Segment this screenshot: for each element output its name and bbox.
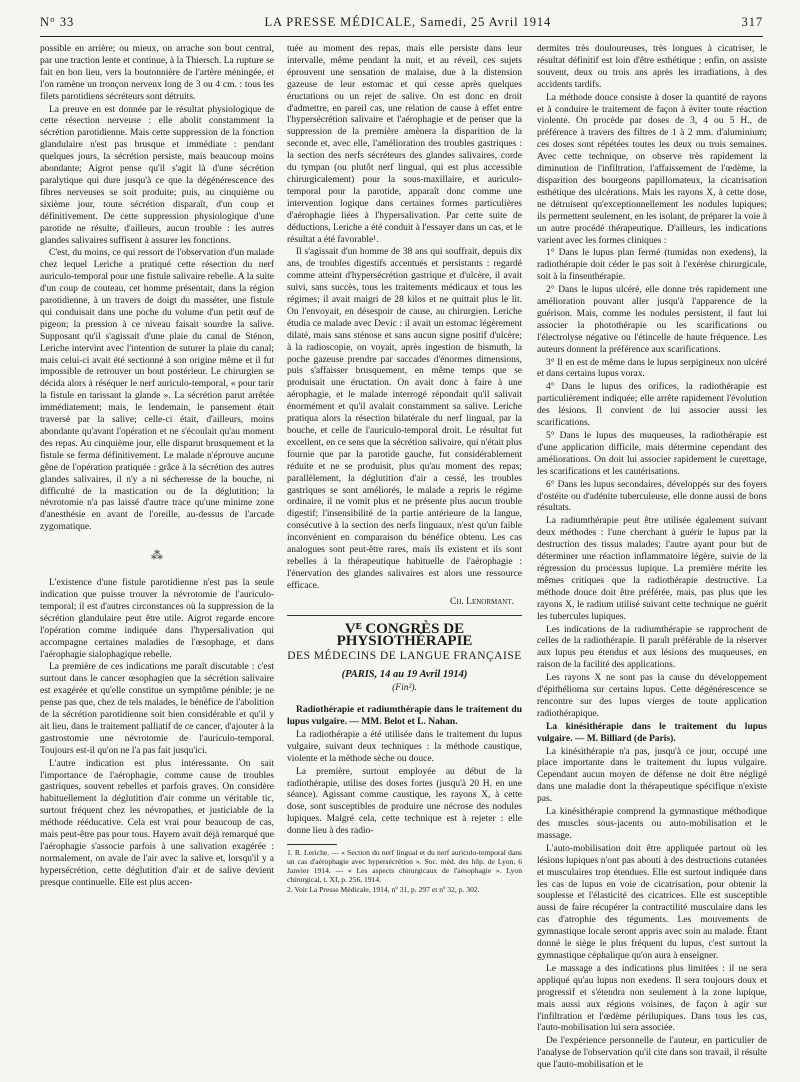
paragraph: 5° Dans le lupus des muqueuses, la radiothérapie est d'une application difficile, mais détermine cependant des améliorations. On doit lui associer rapidement le curettage, les scarifications et les cautérisations. [537, 431, 767, 477]
footnote-separator [287, 844, 337, 845]
section-separator-stars: ⁂ [151, 548, 163, 563]
journal-title: LA PRESSE MÉDICALE, Samedi, 25 Avril 1914 [264, 14, 552, 29]
paragraph: La méthode douce consiste à doser la quantité de rayons et à conduire le traitement de façon à éviter toute réaction violente. On procède par doses de 3, 4 ou 5 H., de préférence à travers des filtres de 1 à 2 mm. d'aluminium; ces doses sont répétées toutes les deux ou trois semaines. Avec cette technique, on observe très rapidement la diminution de l'infiltration, l'affaissement de l'œdème, la disparition des bourgeons papillomateux, la cicatrisation esthétique des ulcérations. Mais les rayons X, à cette dose, ne détruisent qu'exceptionnellement les nodules lupiques; ils permettent seulement, en les isolant, de préparer la voie à un autre procédé thérapeutique. D'ailleurs, les indications varient avec les formes cliniques : [537, 92, 767, 246]
paragraph: 1° Dans le lupus plan fermé (tumidas non exedens), la radiothérapie doit céder le pas soit à l'exérèse chirurgicale, soit à la finsenthérapie. [537, 248, 767, 283]
paragraph: La preuve en est donnée par le résultat physiologique de cette résection nerveuse : elle abolit constamment la sécrétion parotidienne. Mais cette suppression de la fonction glandulaire n'est pas brusque et immédiate : pendant quelques jours, la sécrétion persiste, mais beaucoup moins abondante; Aigrot pense qu'il s'agit là d'une sécrétion paralytique qui dure jusqu'à ce que la dégénérescence des fibres nerveuses se soit produite; puis, au cinquième ou sixième jour, toute sécrétion disparaît, d'un coup et définitivement. De cette suppression physiologique d'une parotide ne résulte, d'ailleurs, aucun trouble : les autres glandes salivaires suffisent à assurer les fonctions. [40, 104, 274, 246]
congress-subtitle: DES MÉDECINS DE LANGUE FRANÇAISE [287, 650, 522, 663]
paragraph: dermites très douloureuses, très longues à cicatriser, le résultat définitif est loin d'être esthétique ; enfin, on assiste souvent, deux ou trois ans après les irradiations, à des accidents tardifs. [537, 44, 767, 90]
paragraph: La kinésithérapie comprend la gymnastique méthodique des muscles sous-jacents ou auto-mobilisation et le massage. [537, 807, 767, 841]
paragraph: tuée au moment des repas, mais elle persiste dans leur intervalle, même pendant la nuit, et au réveil, ces sujets éprouvent une sensation de malaise, due à la distension gazeuse de leur estomac et qui cesse après quelques éructations ou un rejet de salive. On est donc en droit d'admettre, en pareil cas, une relation de cause à effet entre l'hypersécrétion salivaire et l'aérophagie et de penser que la suppression de la première amènera la disparition de la seconde et, avec elle, l'amélioration des troubles gastriques : la section des nerfs sécréteurs des glandes salivaires, corde du tympan (ou plutôt nerf lingual, qui est plus accessible chirurgicalement) pour la sous-maxillaire, et auriculo-temporal pour la parotide, apparaît donc comme une intervention logique dans certaines formes particulières d'aérophagie liées à l'hypersalivation. Par cette suite de déductions, Leriche a été conduit à l'essayer dans un cas, et le résultat a été favorable¹. [287, 44, 522, 245]
header-rule [40, 36, 763, 37]
column-3 [537, 44, 767, 1074]
section-title: Radiothérapie et radiumthérapie dans le traitement du lupus vulgaire. — MM. Belot et L. Nahan. [287, 705, 522, 728]
paragraph: 4° Dans le lupus des orifices, la radiothérapie est particulièrement indiquée; elle arrête rapidement l'évolution des lésions. Il convient de lui associer aussi les scarifications. [537, 382, 767, 429]
paragraph: La première, surtout employée au début de la radiothérapie, utilise des doses fortes (jusqu'à 20 H. en une séance). Agissant comme caustique, les rayons X, à cette dose, sont susceptibles de produire une nécrose des nodules lupiques. Malgré cela, cette technique est à rejeter : elle donne lieu à des radio- [287, 766, 522, 837]
paragraph: L'existence d'une fistule parotidienne n'est pas la seule indication que puisse trouver la névrotomie de l'auriculo-temporal; il est d'autres circonstances où la suppression de la sécrétion glandulaire peut être utile. Aigrot regarde encore l'opération comme indiquée dans l'hypersalivation qui accompagne certaines maladies de l'œsophage, et dans l'aérophagie sialophagique rebelle. [40, 578, 274, 660]
paragraph: Les rayons X ne sont pas la cause du développement d'épithélioma sur certains lupus. Cette dégénérescence se rencontre sur des lupus vierges de toute application radiothérapique. [537, 673, 767, 719]
paragraph: La radiothérapie a été utilisée dans le traitement du lupus vulgaire, suivant deux techniques : la méthode caustique, violente et la méthode sèche ou douce. [287, 729, 522, 764]
paragraph: Les indications de la radiumthérapie se rapprochent de celles de la radiothérapie. Il paraît préférable de la réserver aux lupus peu étendus et aux lésions des muqueuses, en raison de la facilité des applications. [537, 624, 767, 671]
column-rule [287, 615, 522, 616]
paragraph: Il s'agissait d'un homme de 38 ans qui souffrait, depuis dix ans, de troubles digestifs accentués et persistants : regardé comme atteint d'hypersécrétion gastrique et d'ulcère, il avait suivi, sans succès, tous les traitements médicaux et tous les régimes; il avait maigri de 28 kilos et ne quittait plus le lit. On l'envoyait, en désespoir de cause, au chirurgien. Leriche étudia ce malade avec Devic : il avait un estomac légèrement dilaté, mais sans sténose et sans aucun signe positif d'ulcère; à la radioscopie, on voyait, après ingestion de bismuth, la poche gazeuse prendre par saccades d'énormes dimensions, puis s'affaisser brusquement, en même temps que se produisait une éructation. On avait donc à faire à une aérophagie, et le malade interrogé répondait qu'il salivait énormément et qu'il avalait constamment sa salive. Leriche pratiqua alors la résection bilatérale du nerf lingual, par la bouche, et celle de l'auriculo-temporal droit. Le résultat fut excellent, en ce sens que la sécrétion salivaire, qui n'était plus fournie que par la parotide gauche, fut considérablement réduite et ne se produisit, plus qu'au moment des repas; parallèlement, la déglutition d'air a cessé, les troubles gastriques se sont améliorés, le malade a repris le régime ordinaire, il ne vomit plus et ne présente plus aucun trouble digestif; l'insensibilité de la partie antérieure de la langue, consécutive à la section des nerfs linguaux, n'est qu'un faible inconvénient en comparaison du bénéfice obtenu. Les cas analogues sont peut-être rares, mais ils existent et ils sont rebelles à la thérapeutique habituelle de l'aérophagie : l'énervation des glandes salivaires est alors une ressource efficace. [287, 247, 522, 591]
paragraph: De l'expérience personnelle de l'auteur, en particulier de l'analyse de l'observation qu'il cite dans son travail, il résulte que l'auto-mobilisation et le [537, 1036, 767, 1071]
congress-fin: (Fin²). [392, 683, 417, 694]
section-title: La kinésithérapie dans le traitement du lupus vulgaire. — M. Billiard (de Paris). [537, 721, 767, 744]
congress-title: Vᴱ CONGRÈS DE PHYSIOTHÉRAPIE [336, 620, 473, 649]
column-2 [287, 44, 522, 1074]
page-header [40, 10, 763, 34]
paragraph: 6° Dans les lupus secondaires, développés sur des foyers d'ostéite ou d'adénite tuberculeuse, elle donne aussi de bons résultats. [537, 479, 767, 514]
footnote: 2. Voir La Presse Médicale, 1914, nº 31, p. 297 et nº 32, p. 302. [287, 885, 480, 895]
congress-dates: (PARIS, 14 au 19 Avril 1914) [341, 669, 468, 681]
paragraph: 2° Dans le lupus ulcéré, elle donne très rapidement une amélioration pouvant aller jusqu'à l'apparence de la guérison. Mais, comme les nodules persistent, il faut lui associer la photothérapie ou les scarifications ou l'électrolyse négative ou l'étincelle de haute fréquence. Les auteurs donnent la préférence aux scarifications. [537, 285, 767, 355]
paragraph: possible en arrière; ou mieux, on arrache son bout central, par une traction lente et continue, à la Thiersch. La rupture se fait en bon lieu, vers la boutonnière de l'artère méningée, et l'on ramène un tronçon nerveux long de 3 ou 4 cm. : tous les filets parotidiens sécréteurs sont détruits. [40, 44, 274, 102]
column-1 [40, 44, 274, 1074]
paragraph: C'est, du moins, ce qui ressort de l'observation d'un malade chez lequel Leriche a pratiqué cette résection du nerf auriculo-temporal pour une fistule salivaire rebelle. A la suite d'un coup de couteau, cet homme présentait, dans la région parotidienne, à un travers de doigt du masséter, une fistule qui conduisait dans une poche du volume d'un petit œuf de pigeon; la pression à ce niveau faisait sourdre la salive. Supposant qu'il s'agissait d'une plaie du canal de Sténon, Leriche intervint avec l'intention de suturer la plaie du canal; mais celui-ci avait été sectionné à son origine même et il fut impossible de retrouver un bout postérieur. Le chirurgien se décida alors à réséquer le nerf auriculo-temporal, « pour tarir la fistule en tarissant la glande ». La sécrétion parut arrêtée immédiatement; mais, le lendemain, le pansement était traversé par la salive; celle-ci était, d'ailleurs, moins abondante qu'avant l'opération et ne s'écoulait qu'au moment des repas. Au cinquième jour, elle disparut brusquement et la fistule se ferma définitivement. Le malade n'éprouve aucune gêne de l'opération pratiquée : grâce à la sécrétion des autres glandes salivaires, il n'y a ni sécheresse de la bouche, ni difficulté de la mastication ou de la déglutition; la névrotomie n'a pas laissé d'autre trace qu'une minime zone d'anesthésie en avant de l'oreille, au-dessus de l'arcade zygomatique. [40, 248, 274, 533]
footnotes [287, 844, 522, 894]
paragraph: L'auto-mobilisation doit être appliquée partout où les lésions lupiques n'ont pas abouti à des destructions cutanées et musculaires trop étendues. Elle est surtout indiquée dans les cas de lupus en voie de cicatrisation, pour obtenir la souplesse et l'élasticité des cicatrices. Elle est susceptible aussi de faire récupérer la contractilité musculaire dans les cas d'atrophie des téguments. Les mouvements de gymnastique locale seront appris avec soin au malade. Étant donné le siège le plus fréquent du lupus, c'est surtout la gymnastique céphalique qu'on aura à enseigner. [537, 843, 767, 961]
issue-number: N° 33 [40, 14, 75, 29]
author-signature: Ch. Lenormant. [450, 596, 514, 607]
paragraph: Le massage a des indications plus limitées : il ne sera appliqué qu'au lupus non exedens. Il sera toujours doux et progressif et s'étendra non seulement à la zone lupique, mais aussi aux régions voisines, de façon à agir sur l'infiltration et l'œdème périlupiques. Dans tous les cas, l'auto-mobilisation lui sera associée. [537, 963, 767, 1034]
paragraph: 3° Il en est de même dans le lupus serpigineux non ulcéré et dans certains lupus vorax. [537, 357, 767, 380]
paragraph: La kinésithérapie n'a pas, jusqu'à ce jour, occupé une place importante dans le traitement du lupus vulgaire. Cependant aucun moyen de défense ne doit être négligé dans une maladie dont la thérapeutique spécifique n'existe pas. [537, 746, 767, 805]
paragraph: La radiumthérapie peut être utilisée également suivant deux méthodes : l'une cherchant à guérir le lupus par la destruction des tissus malades; l'autre ayant pour but de déterminer une réaction inflammatoire légère, suivie de la régression du processus lupique. La première mérite les mêmes critiques que la radiothérapie destructive. La méthode douce doit être préférée, mais, pas plus que les rayons X, le radium utilisé suivant cette technique ne guérit les tubercules lupiques. [537, 516, 767, 622]
paragraph: La première de ces indications me paraît discutable : c'est surtout dans le cancer œsophagien que la sécrétion salivaire est exagérée et qu'elle constitue un symptôme pénible; je ne pense pas que, chez de tels malades, le bénéfice de l'abolition de la sécrétion parotidienne soit bien considérable et qu'il y ait lieu, dans le traitement palliatif de ce cancer, d'ajouter à la gastrostomie une névrotomie de l'auriculo-temporal. Toujours est-il qu'on ne l'a pas fait jusqu'ici. [40, 662, 274, 756]
page-number: 317 [741, 14, 763, 29]
footnote: 1. R. Leriche. — « Section du nerf lingual et du nerf auriculo-temporal dans un cas d'aérophagie avec hypersécrétion ». Soc. méd. des hôp. de Lyon, 6 Janvier 1914. — « Les aspects chirurgicaux de l'aésophagie ». Lyon chirurgical, t. XI, p. 256, 1914. [287, 848, 522, 885]
paragraph: L'autre indication est plus intéressante. On sait l'importance de l'aérophagie, comme cause de troubles gastriques, souvent rebelles et parfois graves. On considère habituellement la déglutition d'air comme un véritable tic, surtout fréquent chez les névropathes, et justiciable de la méthode rééducative. Cela est vrai pour beaucoup de cas, mais peut-être pas pour tous. Hayem avait déjà remarqué que l'aérophagie s'associe parfois à une salivation exagérée : normalement, on avale de l'air avec la salive et, lorsqu'il y a hypersécrétion, cette déglutition d'air et de salive devient presque continuelle. Elle est plus accen- [40, 758, 274, 888]
